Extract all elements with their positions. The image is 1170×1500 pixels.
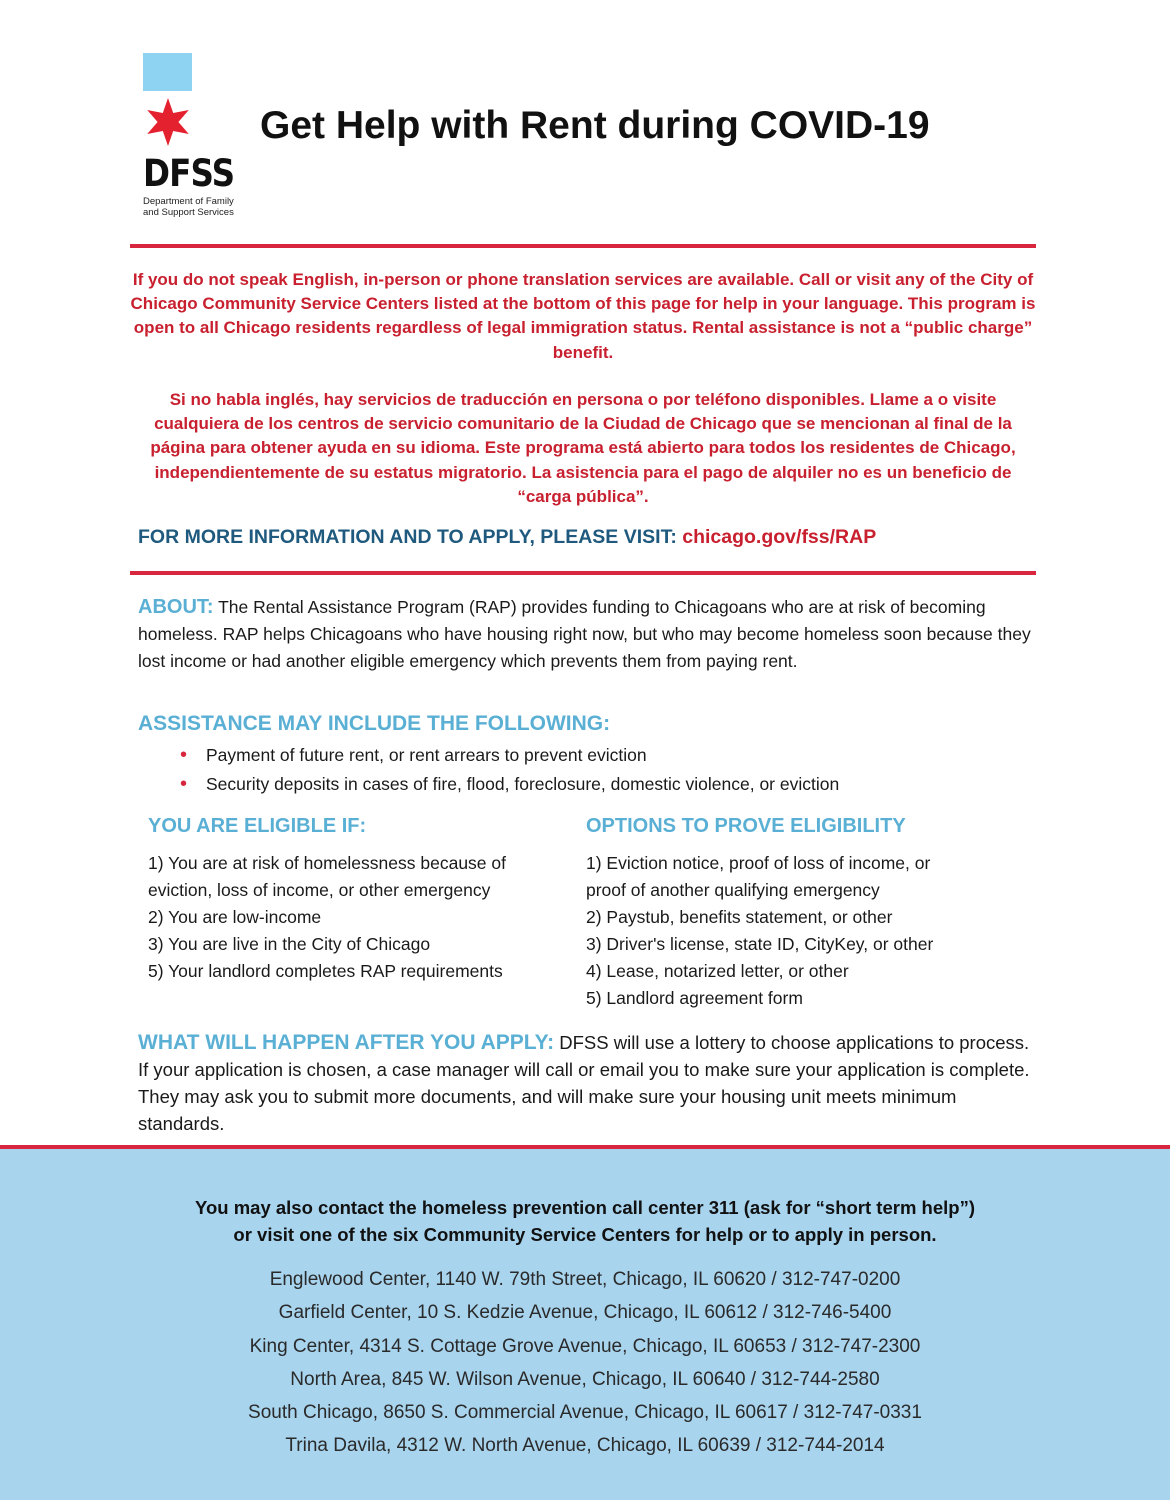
logo-wordmark: DFSS: [143, 152, 235, 195]
page-title: Get Help with Rent during COVID-19: [260, 104, 930, 147]
center-garfield: Garfield Center, 10 S. Kedzie Avenue, Chicago, IL 60612 / 312-746-5400: [278, 1302, 892, 1324]
list-item: eviction, loss of income, or other emergency: [148, 880, 491, 900]
top-divider: [130, 244, 1036, 248]
list-item: proof of another qualifying emergency: [586, 880, 880, 900]
notice-spanish: Si no habla inglés, hay servicios de traducción en persona o por teléfono disponibles. Llame a o visite cualquiera de los centros de servicio comunitario de la Ciudad de Chicago que se mencionan al final de la página para obtener ayuda en su idioma. Este programa está abierto para todos los residentes de Chicago, independientemente de su estatus migratorio. La asistencia para el pago de alquiler no es un beneficio de “carga pública”.: [150, 390, 1016, 506]
after-apply-section: [138, 1029, 1038, 1137]
eligible-heading: YOU ARE ELIGIBLE IF:: [148, 815, 367, 837]
logo-subtitle-line-2: and Support Services: [143, 207, 234, 218]
logo-subtitle: [143, 196, 253, 218]
assistance-heading: ASSISTANCE MAY INCLUDE THE FOLLOWING:: [138, 712, 611, 735]
options-heading: OPTIONS TO PROVE ELIGIBILITY: [586, 815, 906, 837]
center-king: King Center, 4314 S. Cottage Grove Avenue, Chicago, IL 60653 / 312-747-2300: [249, 1335, 921, 1357]
center-englewood: Englewood Center, 1140 W. 79th Street, Chicago, IL 60620 / 312-747-0200: [269, 1269, 901, 1290]
notice-english: If you do not speak English, in-person or phone translation services are available. Call or visit any of the City of Chicago Community Service Centers listed at the bottom of this page for help in your language. This program is open to all Chicago residents regardless of legal immigration status. Rental assistance is not a “public charge” benefit.: [130, 270, 1036, 362]
community-centers-list: [0, 1263, 1170, 1463]
list-item: 3) You are live in the City of Chicago: [148, 934, 431, 954]
center-south-chicago: South Chicago, 8650 S. Commercial Avenue, Chicago, IL 60617 / 312-747-0331: [248, 1402, 922, 1424]
logo-subtitle-line-1: Department of Family: [143, 196, 234, 207]
chicago-star-icon: [143, 97, 193, 147]
apply-link[interactable]: chicago.gov/fss/RAP: [682, 526, 877, 548]
list-item: 5) Landlord agreement form: [586, 988, 803, 1008]
list-item: 1) You are at risk of homelessness because of: [148, 853, 506, 873]
list-item: 4) Lease, notarized letter, or other: [586, 961, 849, 981]
apply-info-label: FOR MORE INFORMATION AND TO APPLY, PLEASE VISIT:: [138, 526, 677, 548]
dfss-logo: [143, 53, 253, 218]
assistance-list: [180, 741, 839, 798]
apply-info: [138, 526, 876, 549]
list-item: 2) You are low-income: [148, 907, 322, 927]
about-heading: ABOUT:: [138, 596, 214, 618]
footer-intro: [0, 1194, 1170, 1248]
list-item: 2) Paystub, benefits statement, or other: [586, 907, 893, 927]
footer-intro-line-2: or visit one of the six Community Service Centers for help or to apply in person.: [233, 1224, 937, 1245]
logo-blue-square: [143, 53, 192, 91]
middle-divider: [130, 571, 1036, 575]
list-item: • Security deposits in cases of fire, flood, foreclosure, domestic violence, or eviction: [180, 770, 839, 799]
after-apply-heading: WHAT WILL HAPPEN AFTER YOU APPLY:: [138, 1031, 555, 1054]
center-trina-davila: Trina Davila, 4312 W. North Avenue, Chicago, IL 60639 / 312-744-2014: [285, 1435, 885, 1457]
list-item: 5) Your landlord completes RAP requirements: [148, 961, 503, 981]
eligible-list: [148, 850, 506, 985]
footer-intro-line-1: You may also contact the homeless prevention call center 311 (ask for “short term help”): [195, 1197, 975, 1218]
list-item: • Payment of future rent, or rent arrears to prevent eviction: [180, 741, 839, 770]
after-apply-text: DFSS will use a lottery to choose applications to process. If your application is chosen, a case manager will call or email you to make sure your application is complete. They may ask you to submit more documents, and will make sure your housing unit meets minimum standards.: [138, 1032, 1030, 1134]
about-text: The Rental Assistance Program (RAP) provides funding to Chicagoans who are at risk of becoming homeless. RAP helps Chicagoans who have housing right now, but who may become homeless soon because they lost income or had another eligible emergency which prevents them from paying rent.: [138, 597, 1031, 671]
list-item: 3) Driver's license, state ID, CityKey, or other: [586, 934, 934, 954]
list-item: 1) Eviction notice, proof of loss of income, or: [586, 853, 931, 873]
about-section: [138, 594, 1038, 675]
options-list: [586, 850, 933, 1012]
center-north-area: North Area, 845 W. Wilson Avenue, Chicago, IL 60640 / 312-744-2580: [290, 1368, 880, 1390]
